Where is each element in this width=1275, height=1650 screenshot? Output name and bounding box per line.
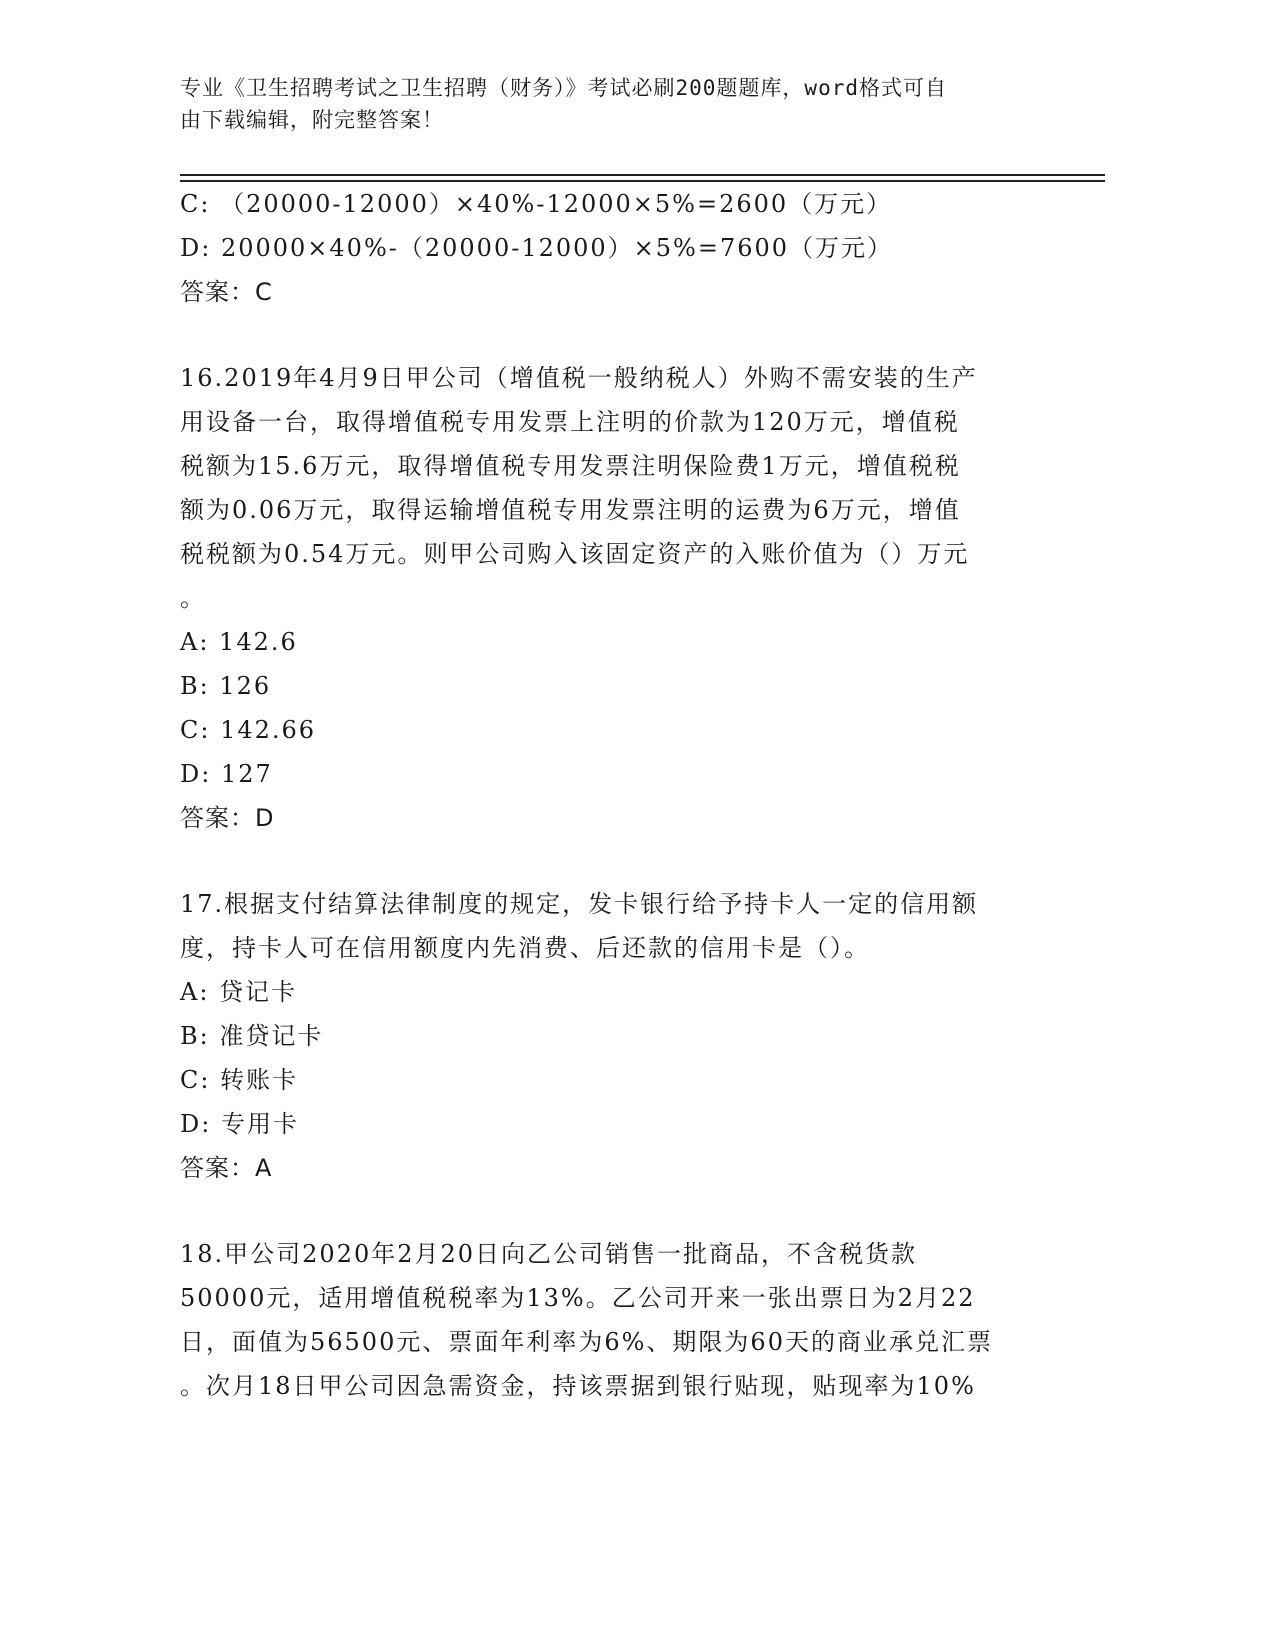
question-line: 额为0.06万元，取得运输增值税专用发票注明的运费为6万元，增值 xyxy=(180,496,961,524)
header-line-1: 专业《卫生招聘考试之卫生招聘（财务）》考试必刷200题题库，word格式可自 xyxy=(180,76,947,100)
question-line: 50000元，适用增值税税率为13%。乙公司开来一张出票日为2月22 xyxy=(180,1284,976,1312)
question-text xyxy=(180,356,1050,620)
option-a: A: 142.6 xyxy=(180,628,298,656)
header-line-2: 由下载编辑，附完整答案！ xyxy=(180,108,444,132)
option-c: C: （20000-12000）×40%-12000×5%=2600（万元） xyxy=(180,190,893,218)
answer: 答案：C xyxy=(180,278,273,306)
option-d: D: 127 xyxy=(180,760,273,788)
answer: 答案：D xyxy=(180,804,275,832)
option-a: A: 贷记卡 xyxy=(180,978,298,1006)
question-18 xyxy=(180,1232,1050,1408)
header-rule-top xyxy=(180,174,1105,176)
question-line: 用设备一台，取得增值税专用发票上注明的价款为120万元，增值税 xyxy=(180,408,960,436)
question-16 xyxy=(180,356,1050,840)
option-c: C: 142.66 xyxy=(180,716,317,744)
question-text xyxy=(180,882,1050,970)
question-15-tail xyxy=(180,182,1050,314)
question-line: 日，面值为56500元、票面年利率为6%、期限为60天的商业承兑汇票 xyxy=(180,1328,993,1356)
question-line: 税额为15.6万元，取得增值税专用发票注明保险费1万元，增值税税 xyxy=(180,452,961,480)
document-header xyxy=(180,72,1040,136)
question-line: 17.根据支付结算法律制度的规定，发卡银行给予持卡人一定的信用额 xyxy=(180,890,979,918)
option-c: C: 转账卡 xyxy=(180,1066,299,1094)
option-d: D: 专用卡 xyxy=(180,1110,299,1138)
question-line: 。次月18日甲公司因急需资金，持该票据到银行贴现，贴现率为10% xyxy=(180,1372,976,1400)
option-b: B: 准贷记卡 xyxy=(180,1022,324,1050)
document-body xyxy=(180,182,1050,1408)
question-line: 18.甲公司2020年2月20日向乙公司销售一批商品，不含税货款 xyxy=(180,1240,918,1268)
question-line: 度，持卡人可在信用额度内先消费、后还款的信用卡是（）。 xyxy=(180,934,870,962)
question-line: 。 xyxy=(180,584,206,612)
question-text xyxy=(180,1232,1050,1408)
question-line: 税税额为0.54万元。则甲公司购入该固定资产的入账价值为（）万元 xyxy=(180,540,970,568)
answer: 答案：A xyxy=(180,1154,273,1182)
question-line: 16.2019年4月9日甲公司（增值税一般纳税人）外购不需安装的生产 xyxy=(180,364,978,392)
question-17 xyxy=(180,882,1050,1190)
option-d: D: 20000×40%-（20000-12000）×5%=7600（万元） xyxy=(180,234,894,262)
option-b: B: 126 xyxy=(180,672,272,700)
